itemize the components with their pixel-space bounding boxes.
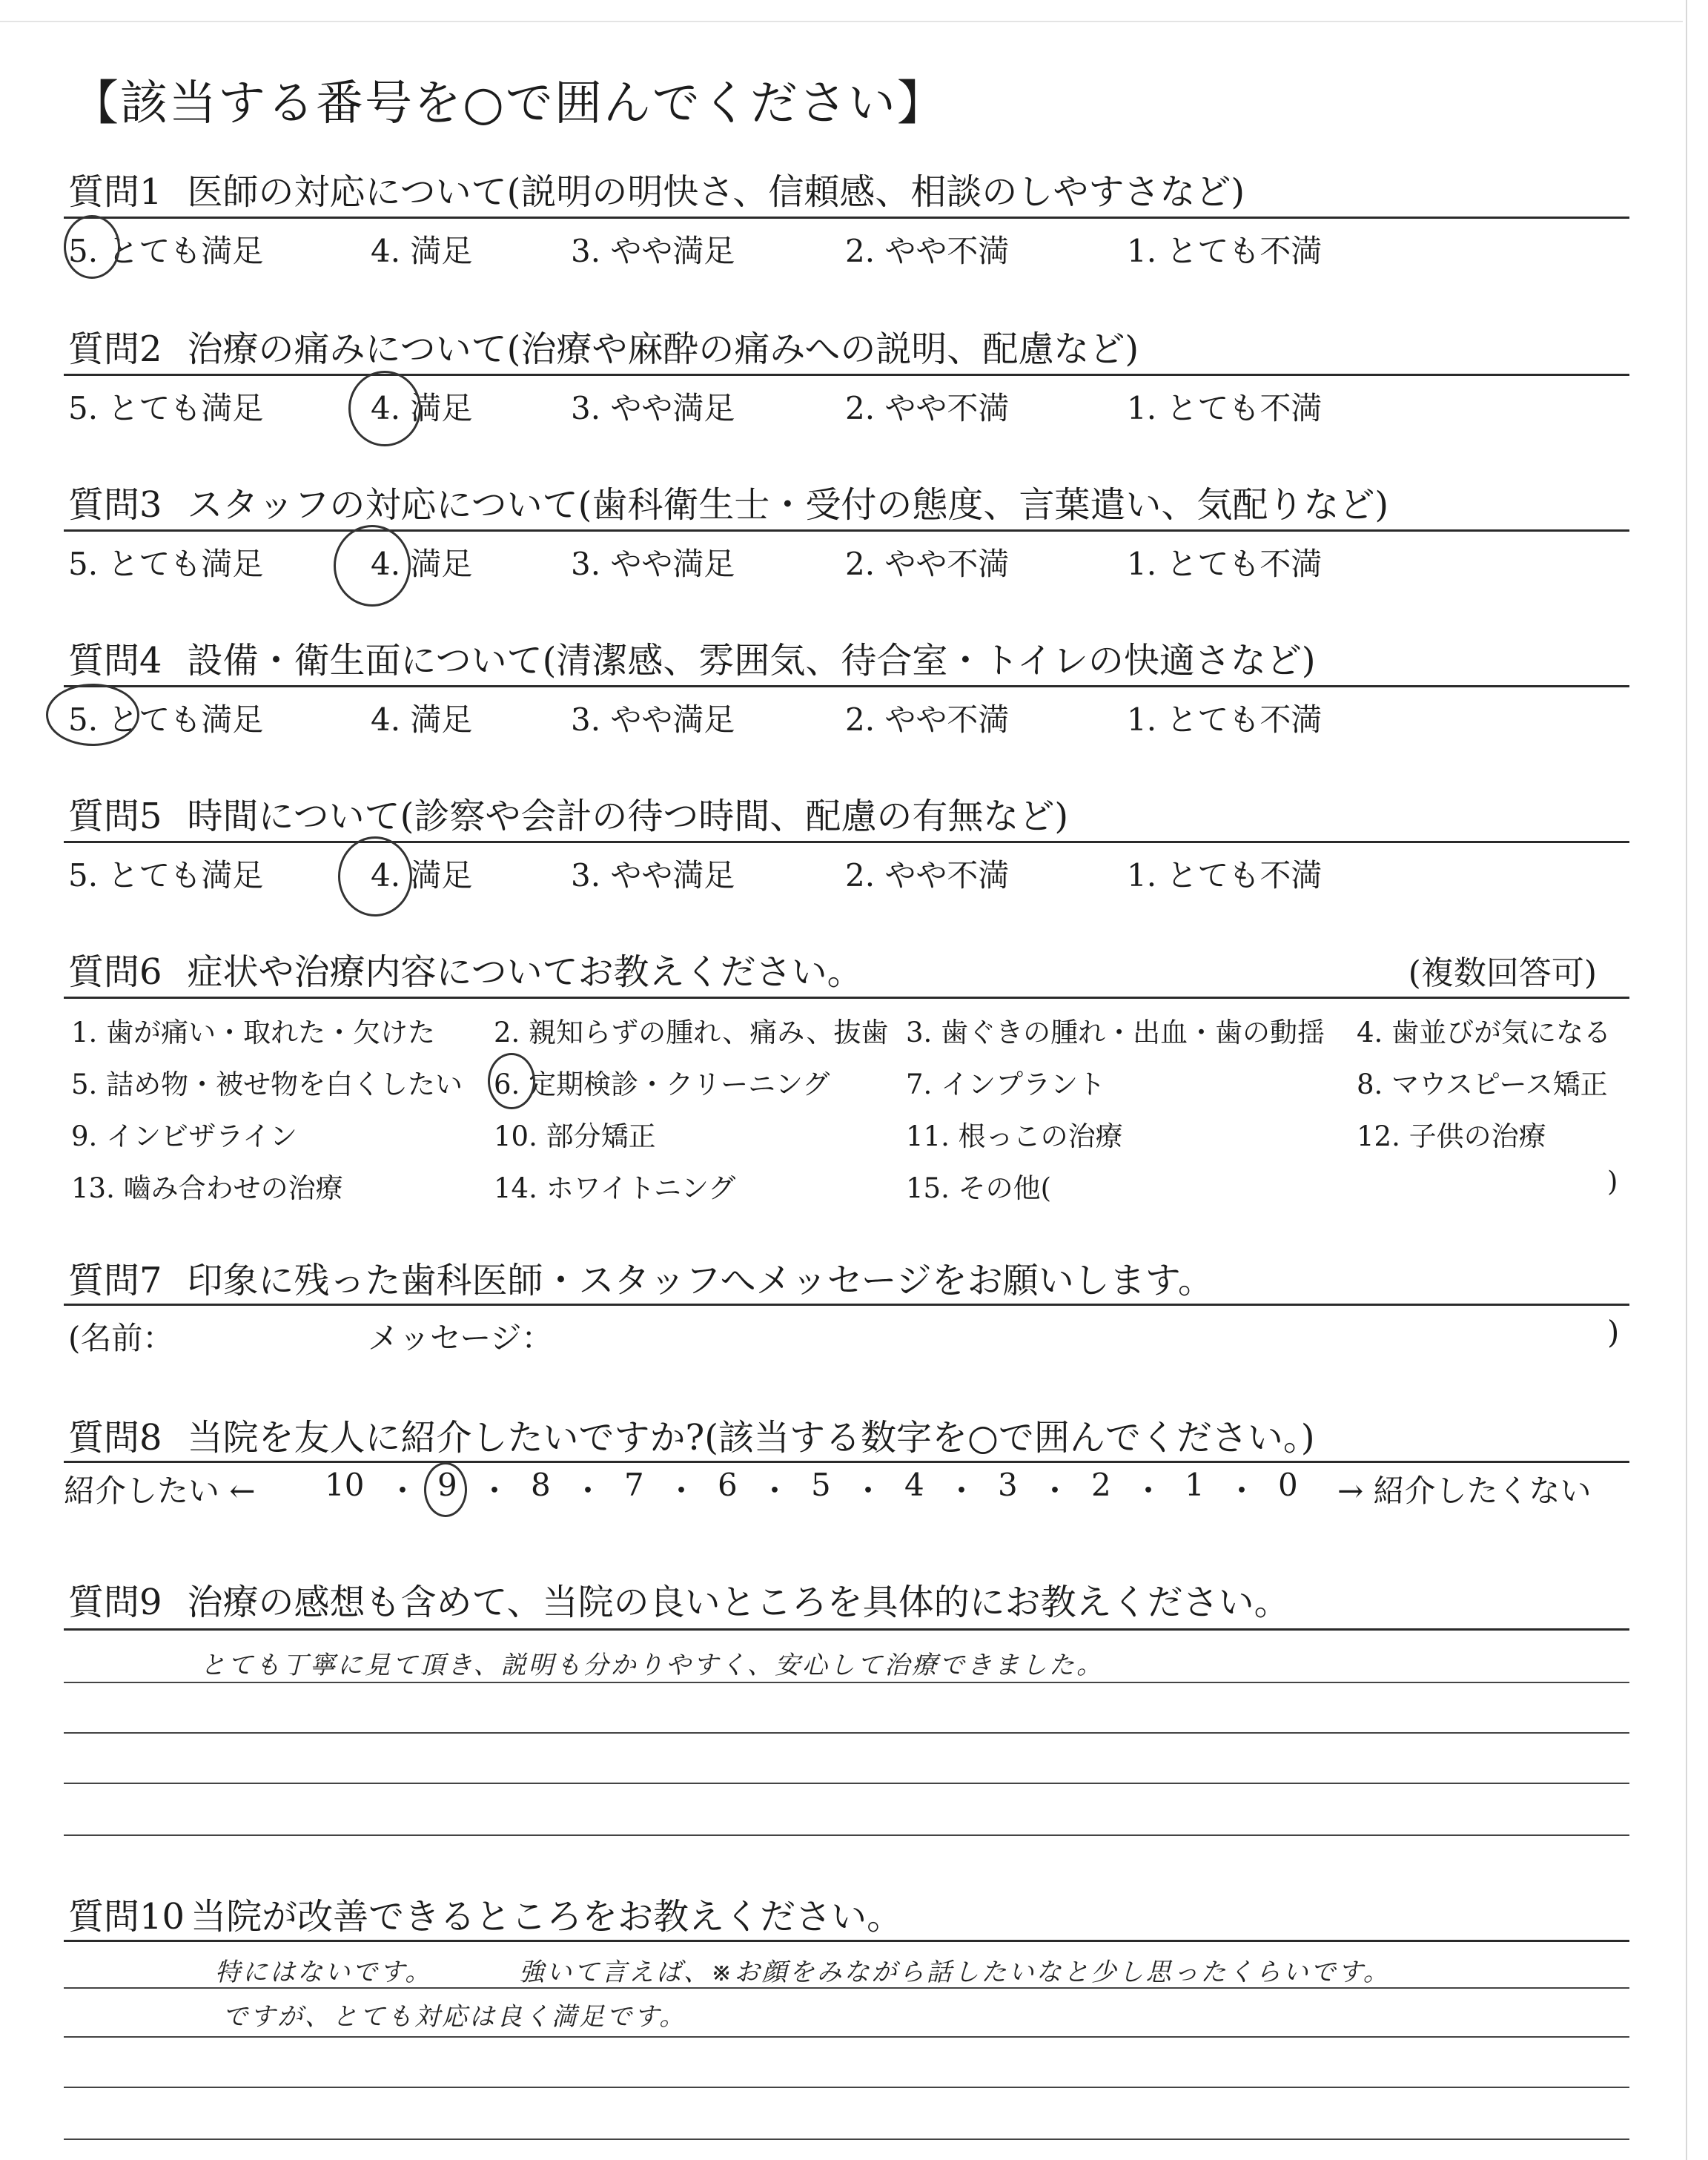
answer-circle-mark <box>46 684 139 746</box>
question-text: 治療の痛みについて(治療や麻酔の痛みへの説明、配慮など) <box>187 328 1139 370</box>
answer-circle-mark <box>338 836 412 916</box>
message-close-paren: ) <box>1607 1314 1620 1350</box>
question-4 <box>68 632 1316 683</box>
q4-option-1[interactable]: 1. とても不満 <box>1127 701 1323 738</box>
question-number: 質問9 <box>68 1582 162 1623</box>
question-text: 設備・衛生面について(清潔感、雰囲気、待合室・トイレの快適さなど) <box>187 640 1316 681</box>
symptom-item-15[interactable]: 15. その他( <box>906 1172 1052 1204</box>
scale-4[interactable]: 4 <box>904 1467 924 1503</box>
symptom-item-8[interactable]: 8. マウスピース矯正 <box>1357 1069 1608 1100</box>
symptom-item-12[interactable]: 12. 子供の治療 <box>1357 1120 1546 1152</box>
question-2 <box>68 320 1139 371</box>
scale-dot: ・ <box>853 1473 884 1509</box>
q5-option-4[interactable]: 4. 満足 <box>371 857 473 894</box>
question-number: 質問4 <box>68 640 162 681</box>
question-1-rule <box>64 217 1629 219</box>
question-3-rule <box>64 529 1629 532</box>
question-7 <box>68 1252 1214 1303</box>
symptom-item-3[interactable]: 3. 歯ぐきの腫れ・出血・歯の動揺 <box>906 1017 1325 1048</box>
question-text: 医師の対応について(説明の明快さ、信頼感、相談のしやすさなど) <box>187 171 1245 213</box>
symptom-item-11[interactable]: 11. 根っこの治療 <box>906 1120 1123 1152</box>
answer-circle-mark <box>488 1053 535 1109</box>
scale-9[interactable]: 9 <box>437 1467 457 1503</box>
scale-2[interactable]: 2 <box>1091 1467 1111 1503</box>
scale-dot: ・ <box>1039 1473 1071 1509</box>
answer-line <box>64 1732 1629 1734</box>
scale-dot: ・ <box>1133 1473 1165 1509</box>
symptom-item-7[interactable]: 7. インプラント <box>906 1069 1106 1100</box>
question-text: 症状や治療内容についてお教えください。 <box>187 951 863 993</box>
scale-dot: ・ <box>946 1473 978 1509</box>
question-2-rule <box>64 374 1629 376</box>
scale-dot: ・ <box>666 1473 698 1509</box>
q2-option-4[interactable]: 4. 満足 <box>371 390 473 426</box>
question-10-rule <box>64 1940 1629 1942</box>
symptom-item-10[interactable]: 10. 部分矯正 <box>494 1120 656 1152</box>
symptom-item-14[interactable]: 14. ホワイトニング <box>494 1172 736 1204</box>
answer-line <box>64 2036 1629 2038</box>
multiple-answer-note: (複数回答可) <box>1408 954 1597 992</box>
question-text: 当院を友人に紹介したいですか?(該当する数字を○で囲んでください。) <box>187 1417 1315 1459</box>
answer-line <box>64 1682 1629 1683</box>
page-edge <box>1686 0 1687 2160</box>
scale-1[interactable]: 1 <box>1185 1467 1205 1503</box>
scale-left-label: 紹介したい ← <box>64 1473 256 1509</box>
q1-option-1[interactable]: 1. とても不満 <box>1127 233 1323 269</box>
symptom-item-5[interactable]: 5. 詰め物・被せ物を白くしたい <box>71 1069 463 1100</box>
answer-circle-mark <box>424 1462 467 1517</box>
answer-line <box>64 2138 1629 2140</box>
q3-option-2[interactable]: 2. やや不満 <box>845 546 1010 582</box>
scale-dot: ・ <box>387 1473 419 1509</box>
page-top-edge <box>0 21 1683 22</box>
question-10 <box>68 1888 902 1939</box>
question-text: スタッフの対応について(歯科衛生士・受付の態度、言葉遣い、気配りなど) <box>187 484 1389 526</box>
q2-option-1[interactable]: 1. とても不満 <box>1127 390 1323 426</box>
question-4-rule <box>64 685 1629 687</box>
q5-option-5[interactable]: 5. とても満足 <box>68 857 264 894</box>
scale-dot: ・ <box>572 1473 604 1509</box>
scale-3[interactable]: 3 <box>998 1467 1018 1503</box>
answer-line <box>64 2087 1629 2088</box>
q2-option-3[interactable]: 3. やや満足 <box>571 390 735 426</box>
answer-line <box>64 1783 1629 1784</box>
question-6-rule <box>64 997 1629 999</box>
q4-option-5[interactable]: 5. とても満足 <box>68 701 264 738</box>
symptom-item-6[interactable]: 6. 定期検診・クリーニング <box>494 1069 830 1100</box>
q1-option-3[interactable]: 3. やや満足 <box>571 233 735 269</box>
message-label: メッセージ： <box>368 1320 553 1356</box>
answer-circle-mark <box>64 215 120 279</box>
q4-option-2[interactable]: 2. やや不満 <box>845 701 1010 738</box>
q2-option-5[interactable]: 5. とても満足 <box>68 390 264 426</box>
handwritten-answer-q10-a: 特にはないです。 <box>215 1958 433 1987</box>
question-8 <box>68 1409 1315 1460</box>
question-number: 質問1 <box>68 171 162 213</box>
answer-line <box>64 1834 1629 1836</box>
question-text: 当院が改善できるところをお教えください。 <box>191 1896 903 1938</box>
q5-option-2[interactable]: 2. やや不満 <box>845 857 1010 894</box>
question-number: 質問5 <box>68 796 162 837</box>
symptom-item-13[interactable]: 13. 嚙み合わせの治療 <box>71 1172 343 1204</box>
question-9-rule <box>64 1628 1629 1631</box>
handwritten-answer-q9: とても丁寧に見て頂き、説明も分かりやすく、安心して治療できました。 <box>200 1651 1104 1680</box>
q5-option-3[interactable]: 3. やや満足 <box>571 857 735 894</box>
q3-option-1[interactable]: 1. とても不満 <box>1127 546 1323 582</box>
scale-8[interactable]: 8 <box>531 1467 551 1503</box>
scale-right-label: → 紹介したくない <box>1337 1473 1592 1509</box>
q3-option-4[interactable]: 4. 満足 <box>371 546 473 582</box>
recommend-scale <box>64 1467 1629 1511</box>
scale-dot: ・ <box>759 1473 791 1509</box>
form-header: 【該当する番号を○で囲んでください】 <box>71 76 946 131</box>
scale-6[interactable]: 6 <box>718 1467 738 1503</box>
question-9 <box>68 1573 1290 1625</box>
symptom-item-9[interactable]: 9. インビザライン <box>71 1120 297 1152</box>
question-3 <box>68 476 1388 527</box>
scale-0[interactable]: 0 <box>1278 1467 1298 1503</box>
question-text: 時間について(診察や会計の待つ時間、配慮の有無など) <box>187 796 1069 837</box>
scale-dot: ・ <box>479 1473 511 1509</box>
scale-dot: ・ <box>1226 1473 1258 1509</box>
question-7-rule <box>64 1304 1629 1306</box>
q2-option-2[interactable]: 2. やや不満 <box>845 390 1010 426</box>
question-number: 質問10 <box>68 1896 185 1938</box>
answer-line <box>64 1987 1629 1989</box>
q1-option-4[interactable]: 4. 満足 <box>371 233 473 269</box>
question-text: 印象に残った歯科医師・スタッフへメッセージをお願いします。 <box>187 1260 1214 1301</box>
question-text: 治療の感想も含めて、当院の良いところを具体的にお教えください。 <box>187 1582 1290 1623</box>
question-5 <box>68 787 1068 839</box>
other-close-paren: ) <box>1607 1166 1618 1198</box>
symptom-item-4[interactable]: 4. 歯並びが気になる <box>1357 1017 1612 1048</box>
question-6 <box>68 943 863 994</box>
scale-7[interactable]: 7 <box>624 1467 644 1503</box>
handwritten-answer-q10-c: ですが、とても対応は良く満足です。 <box>222 2002 687 2032</box>
symptom-item-1[interactable]: 1. 歯が痛い・取れた・欠けた <box>71 1017 436 1048</box>
answer-circle-mark <box>334 525 411 607</box>
symptom-item-2[interactable]: 2. 親知らずの腫れ、痛み、抜歯 <box>494 1017 889 1048</box>
question-1 <box>68 163 1245 214</box>
q4-option-4[interactable]: 4. 満足 <box>371 701 473 738</box>
name-label: (名前： <box>68 1320 174 1356</box>
question-number: 質問6 <box>68 951 162 993</box>
q1-option-2[interactable]: 2. やや不満 <box>845 233 1010 269</box>
scale-5[interactable]: 5 <box>811 1467 831 1503</box>
answer-circle-mark <box>348 371 421 446</box>
question-8-rule <box>64 1461 1629 1463</box>
scale-10[interactable]: 10 <box>325 1467 365 1503</box>
q3-option-5[interactable]: 5. とても満足 <box>68 546 264 582</box>
q5-option-1[interactable]: 1. とても不満 <box>1127 857 1323 894</box>
q3-option-3[interactable]: 3. やや満足 <box>571 546 735 582</box>
handwritten-answer-q10-b: 強いて言えば、※お顔をみながら話したいなと少し思ったくらいです。 <box>519 1958 1391 1987</box>
q4-option-3[interactable]: 3. やや満足 <box>571 701 735 738</box>
question-number: 質問2 <box>68 328 162 370</box>
q1-option-5[interactable]: 5. とても満足 <box>68 233 264 269</box>
question-number: 質問8 <box>68 1417 162 1459</box>
question-number: 質問3 <box>68 484 162 526</box>
question-number: 質問7 <box>68 1260 162 1301</box>
question-5-rule <box>64 841 1629 843</box>
